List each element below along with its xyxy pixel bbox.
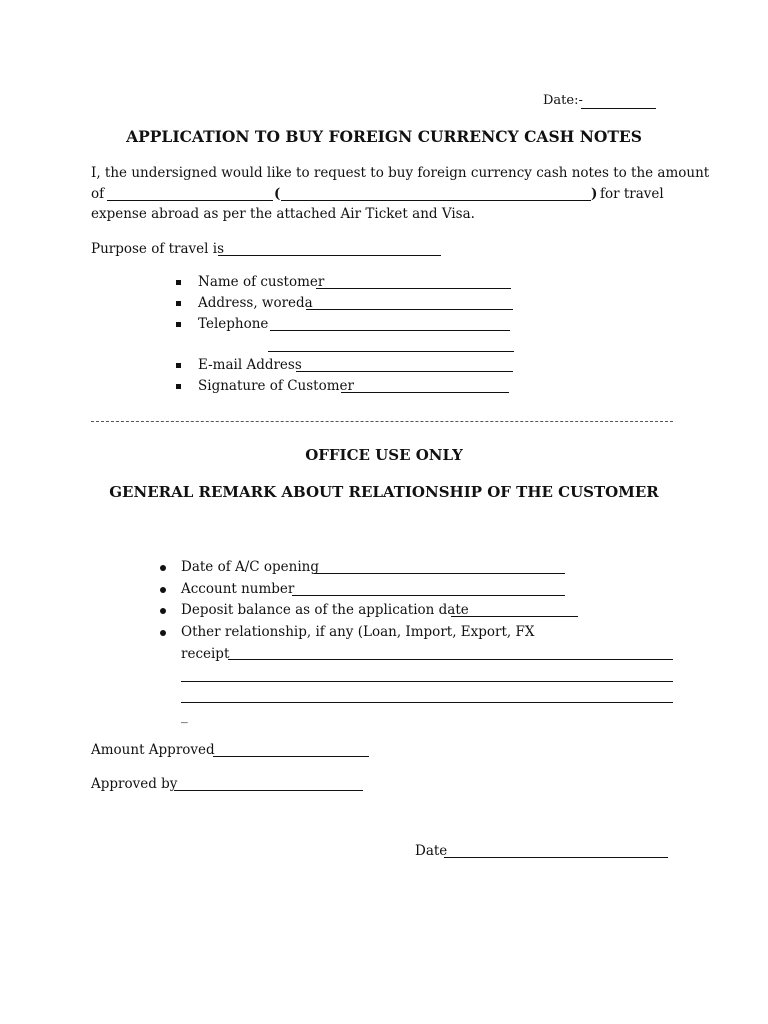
ac-opening-field[interactable]: [314, 573, 565, 574]
bullet-square: [176, 384, 181, 389]
approval-date-field[interactable]: [444, 857, 668, 858]
dashed-separator: [91, 421, 673, 422]
trailing-underscore: _: [181, 708, 188, 724]
date-field[interactable]: [581, 108, 656, 109]
email-field[interactable]: [296, 371, 513, 372]
signature-field[interactable]: [341, 392, 509, 393]
receipt-label: receipt: [181, 646, 230, 662]
request-line-1: I, the undersigned would like to request to buy foreign currency cash notes to the amount: [91, 165, 710, 181]
bullet-dot: [160, 587, 166, 593]
other-relationship-field-2[interactable]: [181, 681, 673, 682]
approved-by-field[interactable]: [174, 790, 363, 791]
name-of-customer-field[interactable]: [316, 288, 511, 289]
account-number-field[interactable]: [292, 595, 565, 596]
signature-label: Signature of Customer: [198, 378, 354, 394]
request-line-2-suffix: for travel: [600, 186, 664, 202]
bullet-dot: [160, 565, 166, 571]
deposit-balance-field[interactable]: [451, 616, 578, 617]
bullet-square: [176, 301, 181, 306]
office-use-heading: OFFICE USE ONLY: [305, 446, 463, 464]
amount-approved-field[interactable]: [213, 756, 369, 757]
amount-figures-field[interactable]: [107, 200, 273, 201]
deposit-balance-label: Deposit balance as of the application date: [181, 602, 469, 618]
bullet-square: [176, 322, 181, 327]
bullet-square: [176, 280, 181, 285]
other-relationship-label: Other relationship, if any (Loan, Import, Export, FX: [181, 624, 535, 640]
relationship-heading: GENERAL REMARK ABOUT RELATIONSHIP OF THE CUSTOMER: [109, 483, 659, 501]
amount-words-field[interactable]: [281, 200, 591, 201]
other-relationship-field-3[interactable]: [181, 702, 673, 703]
amount-approved-label: Amount Approved: [91, 742, 215, 758]
purpose-label: Purpose of travel is: [91, 241, 225, 257]
ac-opening-label: Date of A/C opening: [181, 559, 320, 575]
request-line-2-prefix: of: [91, 186, 105, 202]
address-label: Address, woreda: [198, 295, 313, 311]
paren-close: ): [591, 186, 598, 202]
name-of-customer-label: Name of customer: [198, 274, 325, 290]
bullet-dot: [160, 630, 166, 636]
bullet-square: [176, 363, 181, 368]
telephone-field[interactable]: [270, 330, 510, 331]
approved-by-label: Approved by: [91, 776, 178, 792]
account-number-label: Account number: [181, 581, 295, 597]
telephone-label: Telephone: [198, 316, 269, 332]
bullet-dot: [160, 608, 166, 614]
request-line-3: expense abroad as per the attached Air Ticket and Visa.: [91, 206, 475, 222]
other-relationship-field[interactable]: [228, 659, 673, 660]
purpose-field[interactable]: [218, 255, 441, 256]
email-label: E-mail Address: [198, 357, 302, 373]
form-title: APPLICATION TO BUY FOREIGN CURRENCY CASH NOTES: [126, 127, 642, 146]
address-field[interactable]: [306, 309, 513, 310]
paren-open: (: [274, 186, 281, 202]
date-label: Date:-: [543, 93, 583, 108]
telephone-field-2[interactable]: [268, 351, 514, 352]
approval-date-label: Date: [415, 843, 448, 859]
